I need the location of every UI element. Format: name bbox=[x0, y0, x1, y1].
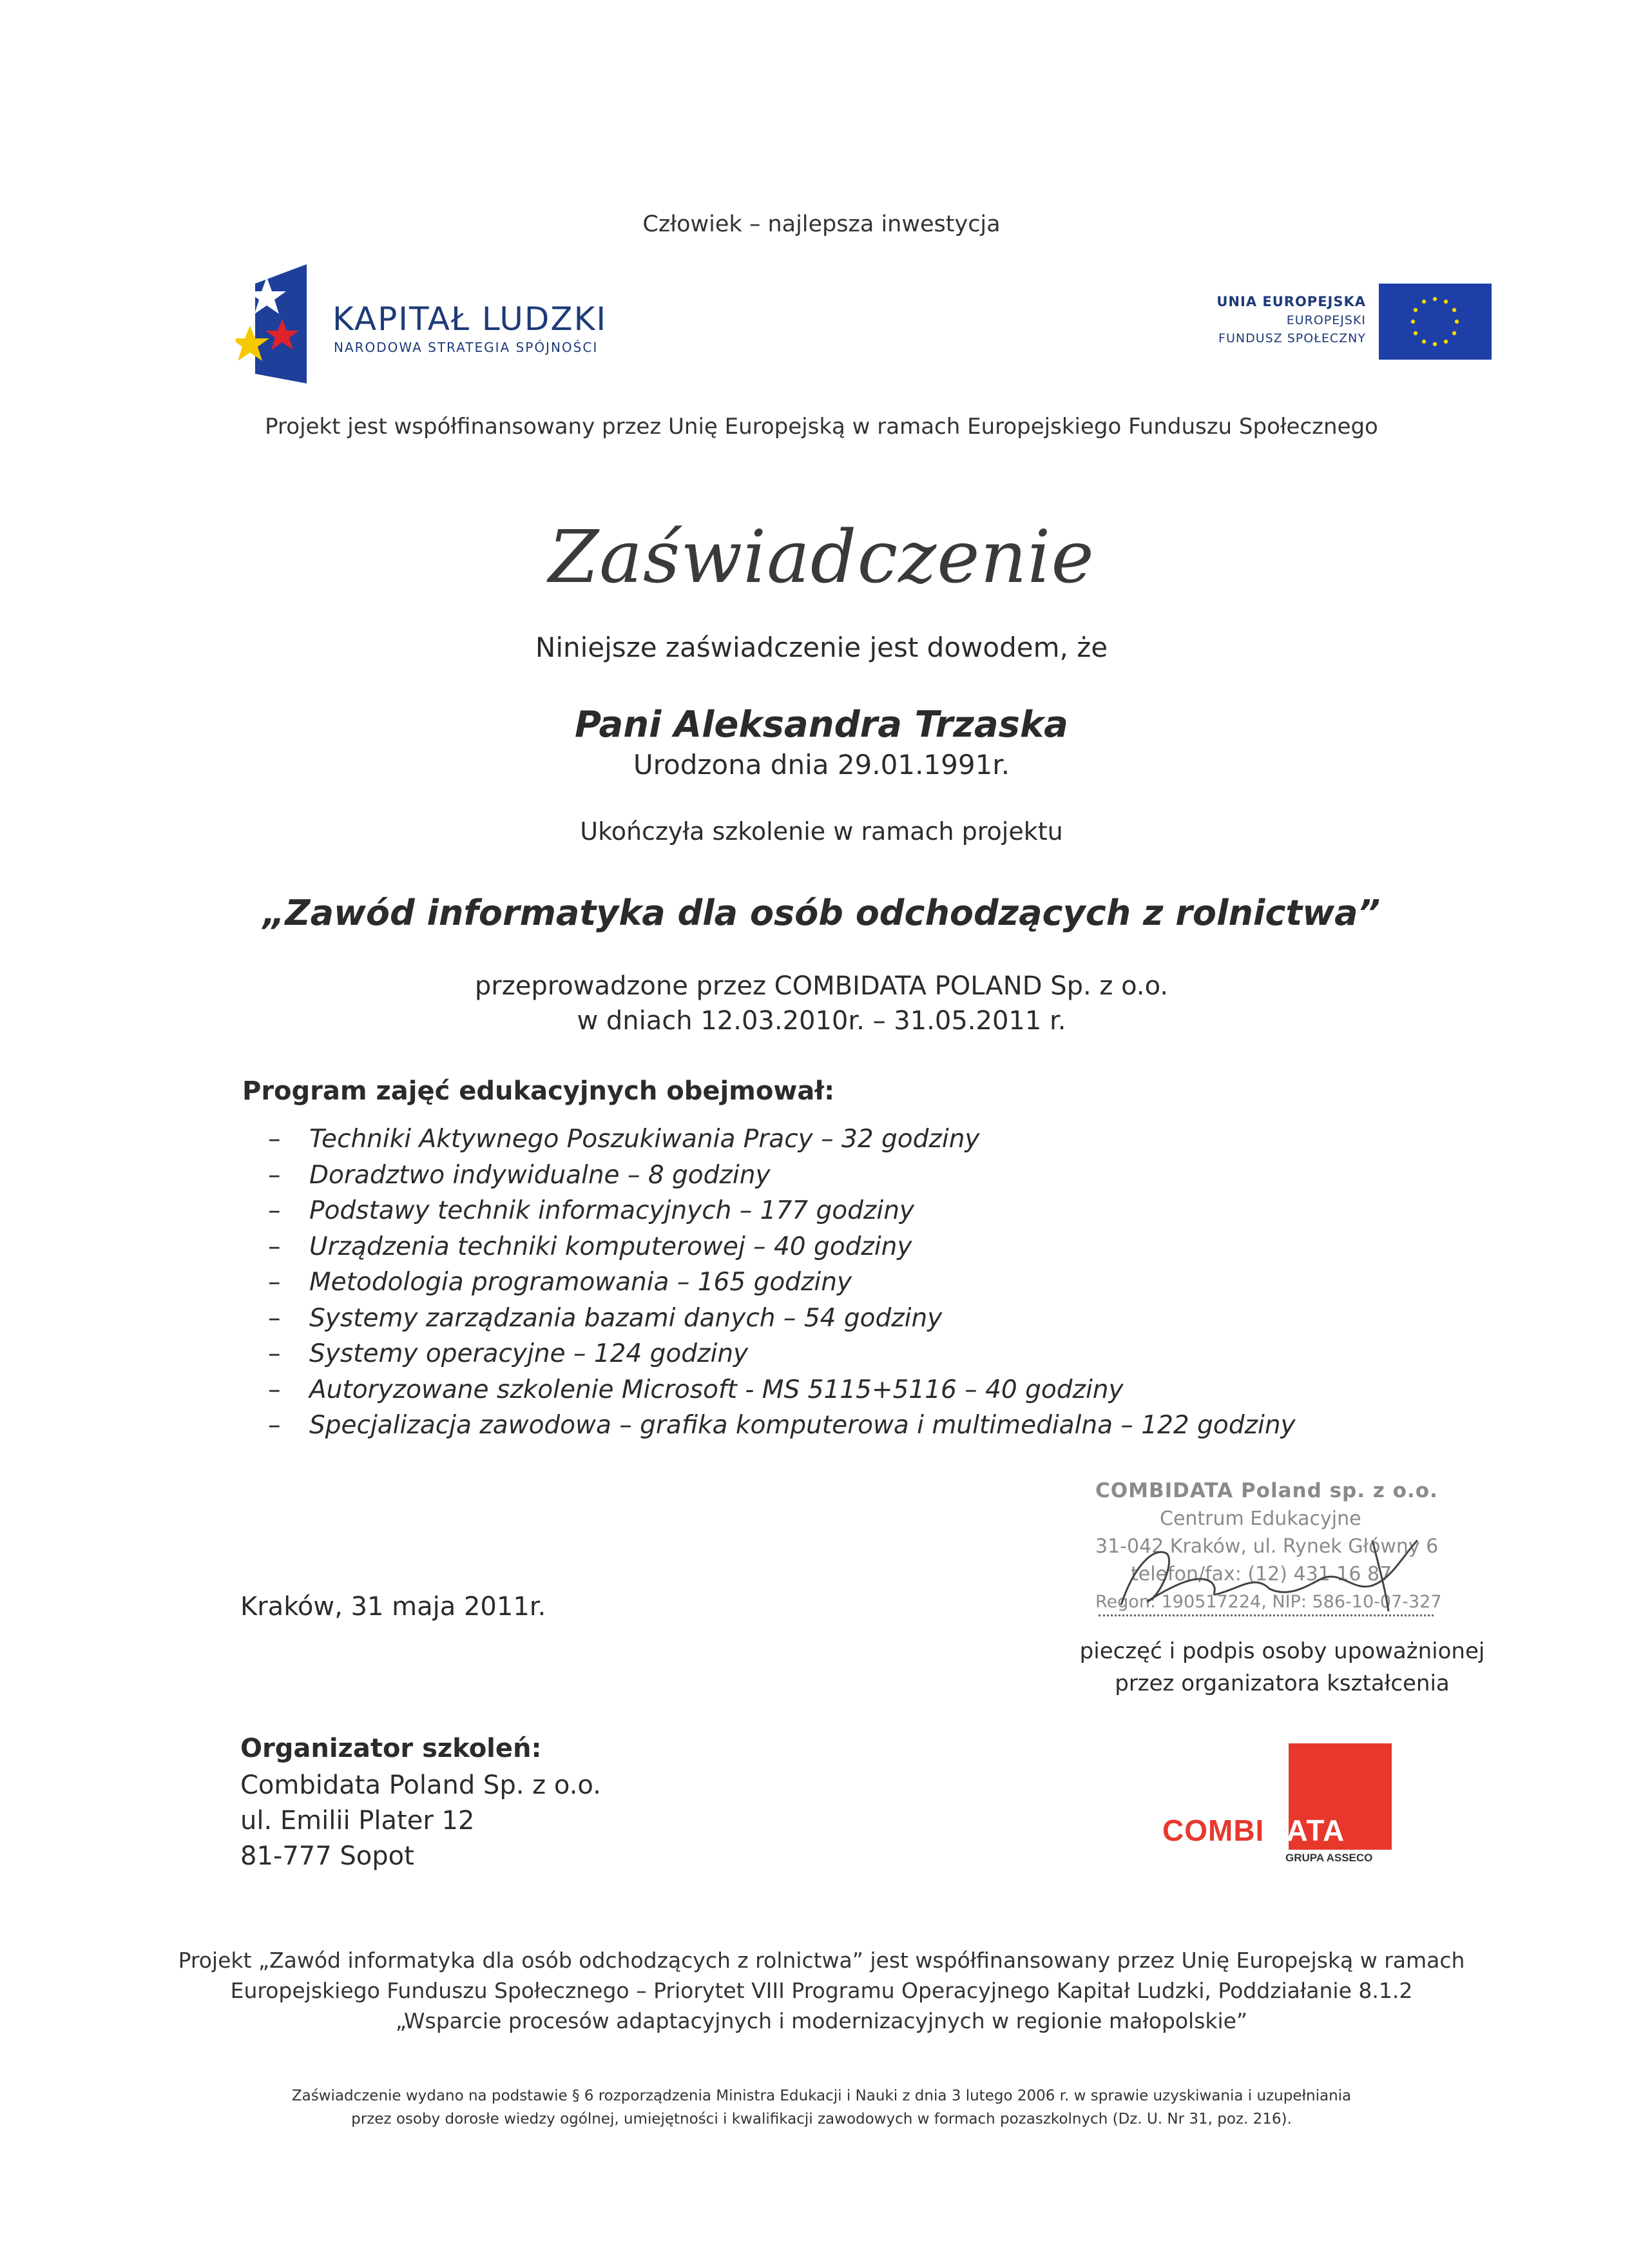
funding-line-2: Europejskiego Funduszu Społecznego – Priorytet VIII Programu Operacyjnego Kapitał Ludzki, Poddziałanie 8.1.2 bbox=[230, 1978, 1413, 2003]
combidata-logo-part-b: DATA bbox=[1264, 1814, 1345, 1847]
stamp-line-5: Regon: 190517224, NIP: 586-10-07-327 bbox=[1095, 1592, 1442, 1612]
stamp-line-1: COMBIDATA Poland sp. z o.o. bbox=[1095, 1479, 1438, 1502]
list-item bbox=[268, 1229, 1296, 1265]
person-name: Pani Aleksandra Trzaska bbox=[575, 704, 1068, 746]
combidata-logo-part-a: COMBI bbox=[1162, 1814, 1265, 1847]
eu-flag-icon bbox=[1379, 284, 1492, 360]
program-list bbox=[268, 1121, 1296, 1444]
list-item bbox=[268, 1408, 1296, 1444]
signature-icon bbox=[1095, 1527, 1456, 1618]
program-item: Podstawy technik informacyjnych – 177 godziny bbox=[309, 1196, 914, 1225]
program-item: Systemy operacyjne – 124 godziny bbox=[309, 1339, 749, 1368]
program-item: Autoryzowane szkolenie Microsoft - MS 5115+5116 – 40 godziny bbox=[309, 1375, 1124, 1404]
list-item bbox=[268, 1121, 1296, 1158]
list-item bbox=[268, 1372, 1296, 1408]
list-dash: – bbox=[268, 1375, 281, 1404]
combidata-logo-text bbox=[1162, 1813, 1345, 1848]
list-item bbox=[268, 1158, 1296, 1194]
kapital-ludzki-title: KAPITAŁ LUDZKI bbox=[332, 300, 608, 338]
stamp-line-4: telefon/fax: (12) 431 16 87 bbox=[1131, 1563, 1392, 1585]
stamp-caption-line-2: przez organizatora kształcenia bbox=[1115, 1671, 1450, 1696]
training-dates: w dniach 12.03.2010r. – 31.05.2011 r. bbox=[577, 1006, 1066, 1036]
program-item: Systemy zarządzania bazami danych – 54 godziny bbox=[309, 1303, 943, 1333]
list-dash: – bbox=[268, 1232, 281, 1261]
list-item bbox=[268, 1301, 1296, 1337]
list-dash: – bbox=[268, 1160, 281, 1190]
funding-line-1: Projekt „Zawód informatyka dla osób odchodzących z rolnictwa” jest współfinansowany przez Unię Europejską w ramach bbox=[178, 1948, 1465, 1973]
program-item: Urządzenia techniki komputerowej – 40 godziny bbox=[309, 1232, 912, 1261]
certificate-title: Zaświadczenie bbox=[548, 516, 1095, 599]
completed-text: Ukończyła szkolenie w ramach projektu bbox=[580, 817, 1063, 846]
organizer-line-2: ul. Emilii Plater 12 bbox=[240, 1806, 475, 1836]
list-dash: – bbox=[268, 1268, 281, 1297]
cofinancing-note: Projekt jest współfinansowany przez Unię Europejską w ramach Europejskiego Funduszu Społecznego bbox=[265, 414, 1378, 440]
eu-logo-text bbox=[1216, 294, 1366, 345]
stamp-line-3: 31-042 Kraków, ul. Rynek Główny 6 bbox=[1095, 1535, 1439, 1558]
legal-line-1: Zaświadczenie wydano na podstawie § 6 rozporządzenia Ministra Edukacji i Nauki z dnia 3 lutego 2006 r. w sprawie uzyskiwania i uzupełniania bbox=[291, 2088, 1352, 2104]
birth-date: Urodzona dnia 29.01.1991r. bbox=[633, 749, 1010, 780]
program-item: Doradztwo indywidualne – 8 godziny bbox=[309, 1160, 771, 1190]
list-dash: – bbox=[268, 1339, 281, 1368]
kapital-ludzki-logo-icon bbox=[236, 264, 307, 383]
stamp-line-2: Centrum Edukacyjne bbox=[1160, 1507, 1361, 1530]
project-name: „Zawód informatyka dla osób odchodzących z rolnictwa” bbox=[262, 893, 1381, 933]
organizer-line-3: 81-777 Sopot bbox=[240, 1841, 414, 1871]
stamp-caption bbox=[1037, 1635, 1527, 1700]
project-funding-note bbox=[0, 1945, 1643, 2036]
program-item: Specjalizacja zawodowa – grafika komputerowa i multimedialna – 122 godziny bbox=[309, 1411, 1296, 1440]
list-dash: – bbox=[268, 1411, 281, 1440]
list-dash: – bbox=[268, 1303, 281, 1333]
list-item bbox=[268, 1265, 1296, 1301]
certificate-intro: Niniejsze zaświadczenie jest dowodem, że bbox=[535, 632, 1108, 663]
list-item bbox=[268, 1193, 1296, 1229]
eu-line-3: FUNDUSZ SPOŁECZNY bbox=[1218, 331, 1366, 345]
program-item: Metodologia programowania – 165 godziny bbox=[309, 1268, 852, 1297]
legal-line-2: przez osoby dorosłe wiedzy ogólnej, umiejętności i kwalifikacji zawodowych w formach pozaszkolnych (Dz. U. Nr 31, poz. 216). bbox=[351, 2111, 1292, 2127]
tagline: Człowiek – najlepsza inwestycja bbox=[642, 211, 1001, 237]
list-dash: – bbox=[268, 1196, 281, 1225]
eu-line-1: UNIA EUROPEJSKA bbox=[1216, 294, 1366, 309]
legal-basis-note bbox=[0, 2084, 1643, 2131]
organizer-heading: Organizator szkoleń: bbox=[240, 1734, 542, 1763]
kapital-ludzki-subtitle: NARODOWA STRATEGIA SPÓJNOŚCI bbox=[334, 340, 599, 355]
list-dash: – bbox=[268, 1125, 281, 1154]
funding-line-3: „Wsparcie procesów adaptacyjnych i modernizacyjnych w regionie małopolskie” bbox=[395, 2008, 1248, 2033]
list-item bbox=[268, 1336, 1296, 1372]
place-date: Kraków, 31 maja 2011r. bbox=[240, 1592, 546, 1622]
organizer-line-1: Combidata Poland Sp. z o.o. bbox=[240, 1770, 601, 1800]
program-item: Techniki Aktywnego Poszukiwania Pracy – 32 godziny bbox=[309, 1125, 980, 1154]
signature-line bbox=[1099, 1614, 1434, 1616]
combidata-logo-subtitle: GRUPA ASSECO bbox=[1285, 1852, 1373, 1864]
eu-line-2: EUROPEJSKI bbox=[1286, 313, 1366, 327]
conducted-by: przeprowadzone przez COMBIDATA POLAND Sp. z o.o. bbox=[474, 971, 1169, 1001]
stamp-caption-line-1: pieczęć i podpis osoby upoważnionej bbox=[1079, 1638, 1485, 1664]
program-heading: Program zajęć edukacyjnych obejmował: bbox=[242, 1076, 835, 1106]
